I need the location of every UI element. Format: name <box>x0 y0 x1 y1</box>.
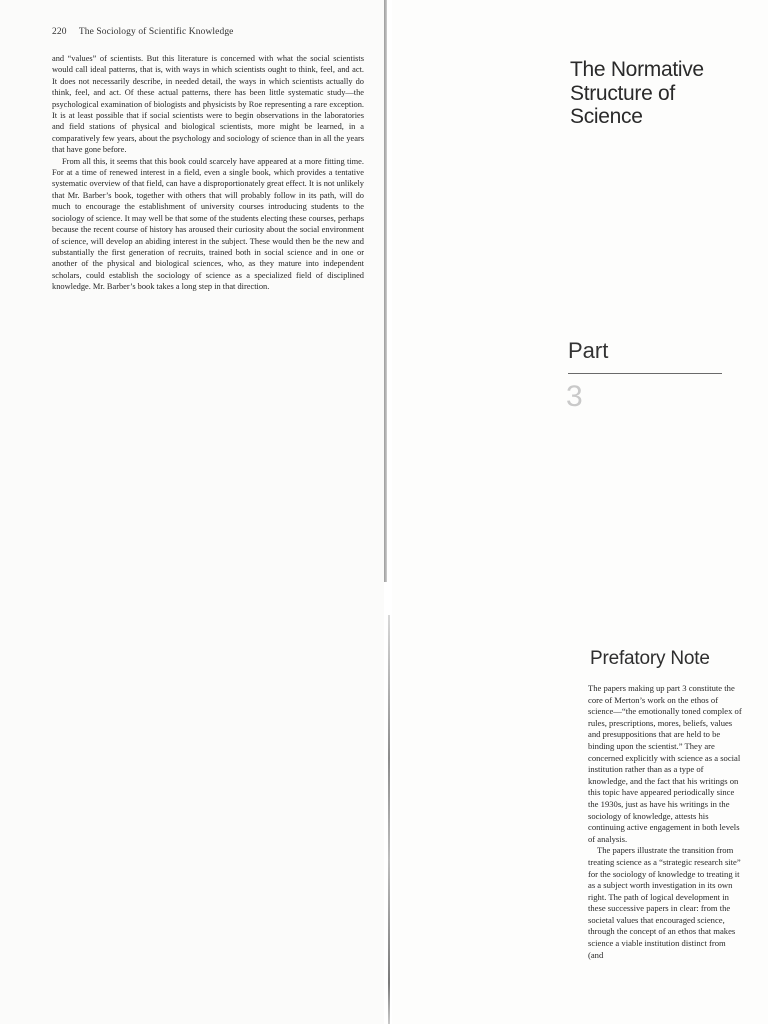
page-gutter-top <box>384 0 387 582</box>
part-label: Part <box>568 338 609 363</box>
page-gutter-bottom <box>388 615 390 1024</box>
body-paragraph-2: From all this, it seems that this book could scarcely have appeared at a more fitting time. For at a time of renewed interest in a field, even a single book, which provides a tentative systematic overview of that field, can have a disproportionately great effect. It is not unlikely that Mr. Barber’s book, together with others that will probably follow in its path, will do much to encourage the establishment of university courses introducing students to the sociology of science. It may well be that some of the students electing these courses, perhaps because the recent course of history has aroused their curiosity about the social environment of science, will develop an abiding interest in the subject. These would then be the new and substantially the first generation of recruits, trained both in social science and in one or another of the physical and biological sciences, who, as they mature into independent scholars, could establish the sociology of science as a specialized field of disciplined knowledge. Mr. Barber’s book takes a long step in that direction. <box>52 156 364 292</box>
body-text <box>52 53 364 293</box>
prefatory-note-title: Prefatory Note <box>590 648 710 669</box>
part-number: 3 <box>566 380 583 413</box>
running-head-title: The Sociology of Scientific Knowledge <box>78 27 234 37</box>
prefatory-paragraph-2: The papers illustrate the transition from treating science as a “strategic research site” for the sociology of knowledge to treating it as a subject worth investigation in its own right. The path of logical development in these successive papers in clear: from the societal values that encouraged science, through the concept of an ethos that makes science a viable institution distinct from (and <box>588 845 741 960</box>
part-section-title: The Normative Structure of Science <box>570 58 704 128</box>
part-divider-rule <box>568 373 722 374</box>
prefatory-note-text <box>588 683 742 961</box>
page-number: 220 <box>52 27 67 37</box>
body-paragraph-1: and “values” of scientists. But this literature is concerned with what the social scientists would call ideal patterns, that is, with ways in which scientists ought to think, feel, and act. It does not necessarily describe, in needed detail, the ways in which scientists actually do think, feel, and act. Of these actual patterns, there has been little systematic study—the psychological examination of biologists and physicists by Roe representing a rare exception. It is at least possible that if social scientists were to begin observations in the laboratories and field stations of physical and biological scientists, more might be learned, in a comparatively few years, about the psychology and sociology of science than in all the years that have gone before. <box>52 54 364 155</box>
running-head <box>52 27 234 37</box>
prefatory-paragraph-1: The papers making up part 3 constitute the core of Merton’s work on the ethos of science—“the emotionally toned complex of rules, prescriptions, mores, beliefs, values and presuppositions that are held to be binding upon the scientist.” They are concerned explicitly with science as a social institution rather than as a type of knowledge, and the fact that his writings on this topic have appeared periodically since the 1930s, just as have his writings in the sociology of knowledge, attests his continuing active engagement in both levels of analysis. <box>588 683 742 844</box>
